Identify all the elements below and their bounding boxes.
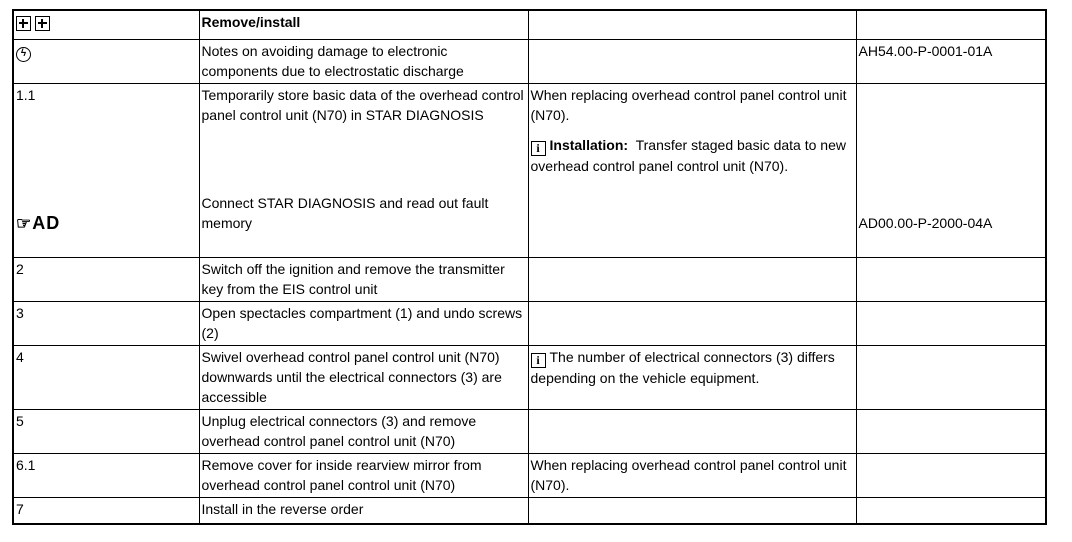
note-cell bbox=[528, 497, 856, 524]
action-cell: Switch off the ignition and remove the transmitter key from the EIS control unit bbox=[199, 257, 528, 301]
action-cell: Install in the reverse order bbox=[199, 497, 528, 524]
info-icon: i bbox=[531, 141, 546, 156]
ref-cell bbox=[856, 497, 1046, 524]
reference-link[interactable]: AH54.00-P-0001-01A bbox=[856, 39, 1046, 83]
table-row bbox=[13, 39, 1046, 83]
ref-cell bbox=[856, 301, 1046, 345]
table-row bbox=[13, 345, 1046, 409]
installation-text: Transfer staged basic data to new overhead control panel control unit (N70). bbox=[530, 136, 846, 174]
step-cell: 7 bbox=[13, 497, 199, 524]
action-cell: Open spectacles compartment (1) and undo screws (2) bbox=[199, 301, 528, 345]
reference-link[interactable]: AD00.00-P-2000-04A bbox=[858, 214, 993, 231]
header-empty-cell bbox=[856, 10, 1046, 39]
info-icon: i bbox=[531, 353, 546, 368]
table-row bbox=[13, 83, 1046, 257]
installation-label: Installation: bbox=[549, 136, 629, 153]
table-row bbox=[13, 301, 1046, 345]
table-row bbox=[13, 497, 1046, 524]
procedure-sheet bbox=[12, 9, 1045, 525]
procedure-table bbox=[12, 9, 1047, 525]
hand-pointer-icon: ☞ bbox=[16, 213, 33, 233]
header-row bbox=[13, 10, 1046, 39]
note-text: The number of electrical connectors (3) differs depending on the vehicle equipment. bbox=[530, 348, 835, 386]
note-cell bbox=[528, 409, 856, 453]
ref-cell bbox=[856, 409, 1046, 453]
note-cell bbox=[528, 39, 856, 83]
note-cell bbox=[528, 257, 856, 301]
step-cell bbox=[13, 83, 199, 257]
action-cell bbox=[199, 83, 528, 257]
action-text: Temporarily store basic data of the overhead control panel control unit (N70) in STAR DIAGNOSIS bbox=[201, 86, 524, 123]
ad-label: AD bbox=[32, 212, 61, 233]
table-row bbox=[13, 453, 1046, 497]
ref-cell bbox=[856, 345, 1046, 409]
step-number: 1.1 bbox=[16, 86, 36, 103]
header-icons-cell bbox=[13, 10, 199, 39]
step-cell: 6.1 bbox=[13, 453, 199, 497]
sub-step-label bbox=[16, 213, 197, 234]
note-text: When replacing overhead control panel control unit (N70). bbox=[530, 86, 847, 123]
note-cell: When replacing overhead control panel control unit (N70). bbox=[528, 453, 856, 497]
note-cell bbox=[528, 301, 856, 345]
action-cell: Remove cover for inside rearview mirror from overhead control panel control unit (N70) bbox=[199, 453, 528, 497]
note-cell bbox=[528, 83, 856, 257]
ref-cell bbox=[856, 453, 1046, 497]
step-cell: 3 bbox=[13, 301, 199, 345]
installation-note bbox=[531, 135, 854, 176]
esd-icon: ϟ bbox=[16, 47, 31, 62]
action-cell: Swivel overhead control panel control unit (N70) downwards until the electrical connectors (3) are accessible bbox=[199, 345, 528, 409]
page-title: Remove/install bbox=[199, 10, 528, 39]
ref-cell bbox=[856, 257, 1046, 301]
table-row bbox=[13, 409, 1046, 453]
action-cell: Unplug electrical connectors (3) and remove overhead control panel control unit (N70) bbox=[199, 409, 528, 453]
step-cell: 5 bbox=[13, 409, 199, 453]
step-cell: 4 bbox=[13, 345, 199, 409]
note-cell bbox=[528, 345, 856, 409]
ref-cell bbox=[856, 83, 1046, 257]
action-cell: Notes on avoiding damage to electronic components due to electrostatic discharge bbox=[199, 39, 528, 83]
install-icon bbox=[35, 16, 50, 31]
remove-icon bbox=[16, 16, 31, 31]
step-cell: 2 bbox=[13, 257, 199, 301]
step-cell bbox=[13, 39, 199, 83]
header-empty-cell bbox=[528, 10, 856, 39]
sub-action-text: Connect STAR DIAGNOSIS and read out fault memory bbox=[201, 194, 489, 231]
table-row bbox=[13, 257, 1046, 301]
